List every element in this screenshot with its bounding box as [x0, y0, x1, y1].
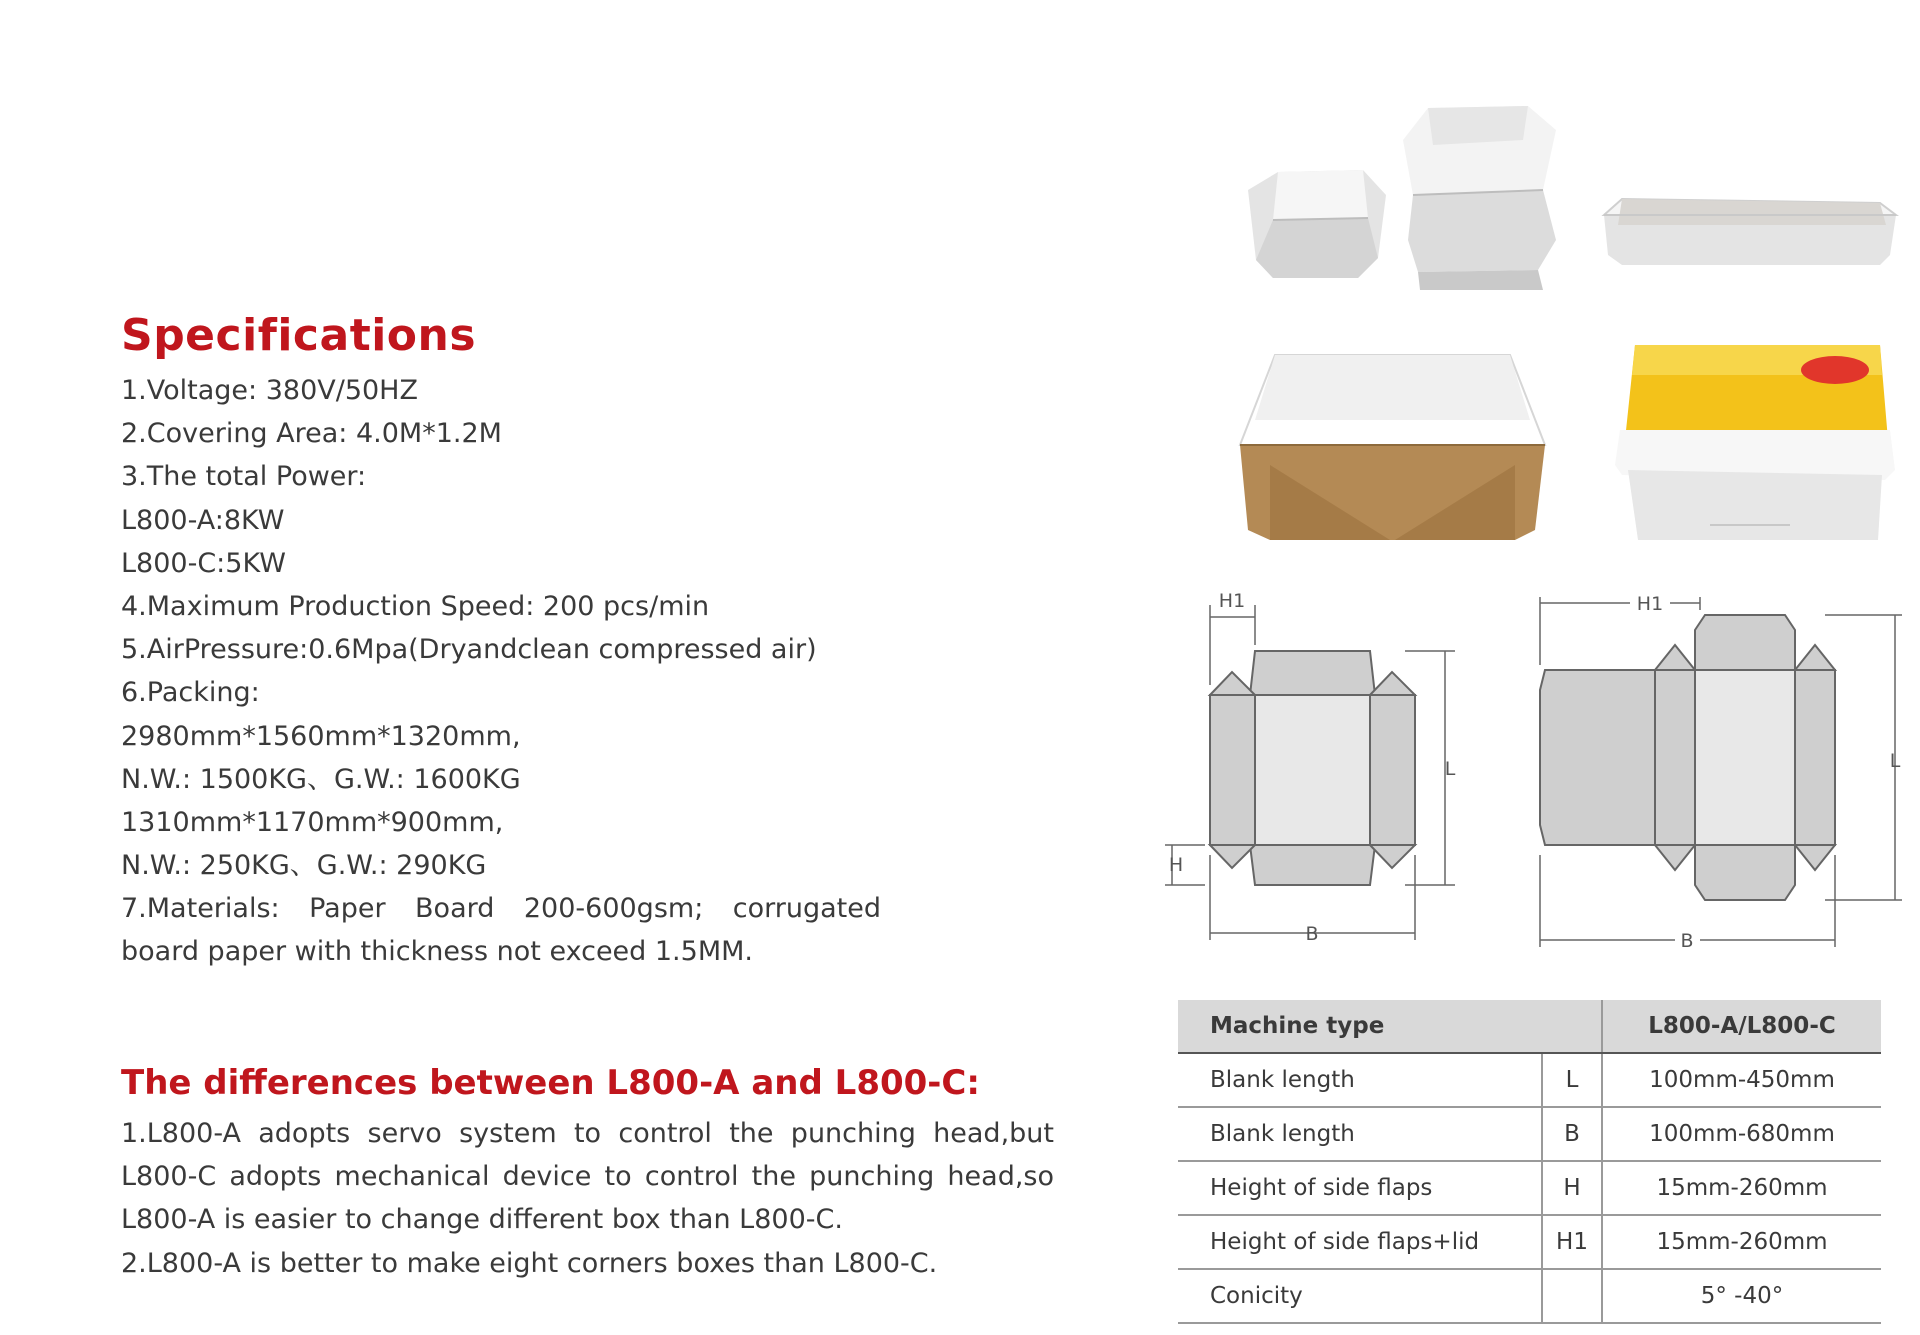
machine-spec-table [1178, 1000, 1881, 1324]
dimension-label-h1: H1 [1218, 590, 1246, 612]
table-row [1178, 1215, 1881, 1269]
corner-tab [1655, 845, 1695, 870]
param-cell: Conicity [1178, 1269, 1542, 1323]
bottom-flap [1695, 845, 1795, 900]
symbol-cell [1542, 1269, 1602, 1323]
value-cell: 15mm-260mm [1602, 1215, 1881, 1269]
lid-panel [1540, 670, 1655, 845]
value-cell: 100mm-450mm [1602, 1053, 1881, 1107]
left-flap [1655, 670, 1695, 845]
dimension-label-h1: H1 [1636, 595, 1664, 615]
differences-title: The differences between L800-A and L800-C: [121, 1063, 980, 1103]
corner-tab [1210, 845, 1255, 868]
value-cell: 15mm-260mm [1602, 1161, 1881, 1215]
param-cell: Height of side flaps [1178, 1161, 1542, 1215]
spec-line: 7.Materials: Paper Board 200-600gsm; corrugated [121, 893, 881, 925]
specifications-list [121, 369, 881, 974]
header-param: Machine type [1178, 1000, 1602, 1053]
right-flap [1370, 695, 1415, 845]
left-flap [1210, 695, 1255, 845]
box-blank-diagram-right [1530, 595, 1905, 950]
specifications-title: Specifications [121, 310, 477, 361]
top-flap [1695, 615, 1795, 670]
corner-tab [1655, 645, 1695, 670]
table-row [1178, 1269, 1881, 1323]
header-value: L800-A/L800-C [1602, 1000, 1881, 1053]
top-flap [1250, 651, 1375, 695]
burger-box-photo [1238, 100, 1558, 290]
table-row [1178, 1107, 1881, 1161]
spec-line: L800-C:5KW [121, 547, 286, 579]
table-row [1178, 1161, 1881, 1215]
spec-line: board paper with thickness not exceed 1.5MM. [121, 936, 753, 968]
spec-line: 1310mm*1170mm*900mm, [121, 806, 504, 838]
spec-line: 3.The total Power: [121, 461, 367, 493]
dimension-label-h: H [1168, 854, 1184, 876]
difference-line: L800-A is easier to change different box than L800-C. [121, 1204, 843, 1236]
spec-line: N.W.: 1500KG、G.W.: 1600KG [121, 763, 521, 795]
corner-tab [1795, 845, 1835, 870]
corner-tab [1210, 672, 1255, 695]
spec-line: L800-A:8KW [121, 504, 285, 536]
bottom-flap [1250, 845, 1375, 885]
right-flap [1795, 670, 1835, 845]
spec-line: 5.AirPressure:0.6Mpa(Dryandclean compressed air) [121, 634, 817, 666]
corner-tab [1795, 645, 1835, 670]
spec-line: 6.Packing: [121, 677, 260, 709]
value-cell: 100mm-680mm [1602, 1107, 1881, 1161]
kraft-tray-photo [1230, 345, 1555, 545]
symbol-cell: L [1542, 1053, 1602, 1107]
symbol-cell: H1 [1542, 1215, 1602, 1269]
difference-line: L800-C adopts mechanical device to control the punching head,so [121, 1161, 1054, 1193]
yellow-lid-box-photo [1610, 335, 1895, 545]
dimension-label-b: B [1680, 930, 1694, 950]
dimension-label-b: B [1305, 923, 1319, 945]
spec-line: 2.Covering Area: 4.0M*1.2M [121, 418, 502, 450]
differences-list [121, 1112, 1054, 1285]
table-row [1178, 1053, 1881, 1107]
long-tray-photo [1600, 185, 1900, 275]
symbol-cell: H [1542, 1161, 1602, 1215]
param-cell: Height of side flaps+lid [1178, 1215, 1542, 1269]
corner-tab [1370, 845, 1415, 868]
value-cell: 5° -40° [1602, 1269, 1881, 1323]
param-cell: Blank length [1178, 1053, 1542, 1107]
box-base [1255, 695, 1370, 845]
table-header-row [1178, 1000, 1881, 1053]
corner-tab [1370, 672, 1415, 695]
difference-line: 1.L800-A adopts servo system to control the punching head,but [121, 1118, 1054, 1149]
spec-line: 4.Maximum Production Speed: 200 pcs/min [121, 590, 710, 622]
symbol-cell: B [1542, 1107, 1602, 1161]
box-blank-diagram-left [1160, 575, 1460, 945]
dimension-label-l: L [1444, 758, 1456, 780]
difference-line: 2.L800-A is better to make eight corners boxes than L800-C. [121, 1247, 938, 1279]
spec-line: 1.Voltage: 380V/50HZ [121, 375, 418, 406]
param-cell: Blank length [1178, 1107, 1542, 1161]
spec-line: N.W.: 250KG、G.W.: 290KG [121, 850, 487, 882]
box-base [1695, 670, 1795, 845]
spec-line: 2980mm*1560mm*1320mm, [121, 720, 521, 752]
dimension-label-l: L [1889, 750, 1901, 772]
